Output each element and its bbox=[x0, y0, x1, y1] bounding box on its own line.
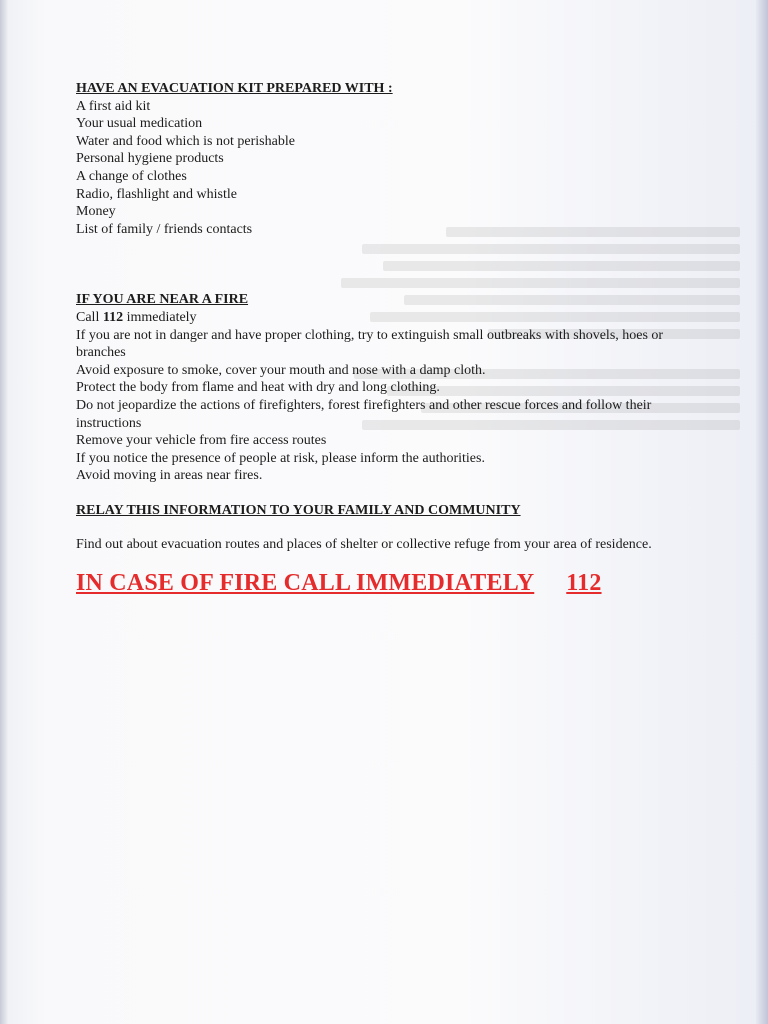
page-edge-right bbox=[756, 0, 768, 1024]
kit-item: Personal hygiene products bbox=[76, 151, 224, 167]
document-content bbox=[76, 80, 716, 598]
fire-advice-item: If you notice the presence of people at risk, please inform the authorities. bbox=[76, 450, 485, 466]
call-suffix: immediately bbox=[126, 309, 197, 325]
call-to-action bbox=[76, 568, 716, 598]
call-prefix: Call bbox=[76, 309, 100, 325]
kit-item: Money bbox=[76, 204, 116, 220]
near-fire-section bbox=[76, 291, 716, 485]
fire-advice-item: Do not jeopardize the actions of firefighters, forest firefighters and other rescue forces and follow their instructions bbox=[76, 397, 652, 431]
kit-item: Your usual medication bbox=[76, 116, 203, 132]
kit-item: Water and food which is not perishable bbox=[76, 133, 295, 149]
kit-item: List of family / friends contacts bbox=[76, 221, 253, 237]
evacuation-kit-heading: HAVE AN EVACUATION KIT PREPARED WITH : bbox=[76, 81, 393, 96]
emergency-number: 112 bbox=[102, 309, 124, 325]
evacuation-kit-section bbox=[76, 80, 716, 238]
kit-item: A first aid kit bbox=[76, 98, 151, 114]
fire-advice-item: Protect the body from flame and heat with dry and long clothing. bbox=[76, 380, 440, 396]
page-edge-left bbox=[0, 0, 8, 1024]
call-to-action-text: IN CASE OF FIRE CALL IMMEDIATELY bbox=[76, 570, 535, 597]
fire-advice-item: Remove your vehicle from fire access routes bbox=[76, 433, 327, 449]
fire-advice-item: Avoid moving in areas near fires. bbox=[76, 468, 263, 484]
fire-advice-item: Avoid exposure to smoke, cover your mouth and nose with a damp cloth. bbox=[76, 362, 486, 378]
call-to-action-number: 112 bbox=[566, 570, 602, 597]
fire-advice-item: If you are not in danger and have proper clothing, try to extinguish small outbreaks with shovels, hoes or branches bbox=[76, 327, 664, 361]
relay-text: Find out about evacuation routes and places of shelter or collective refuge from your area of residence. bbox=[76, 537, 652, 553]
call-line bbox=[76, 309, 716, 327]
relay-section bbox=[76, 502, 716, 554]
near-fire-heading: IF YOU ARE NEAR A FIRE bbox=[76, 292, 249, 308]
kit-item: A change of clothes bbox=[76, 168, 187, 184]
kit-item: Radio, flashlight and whistle bbox=[76, 186, 237, 202]
relay-heading: RELAY THIS INFORMATION TO YOUR FAMILY AND COMMUNITY bbox=[76, 502, 521, 518]
